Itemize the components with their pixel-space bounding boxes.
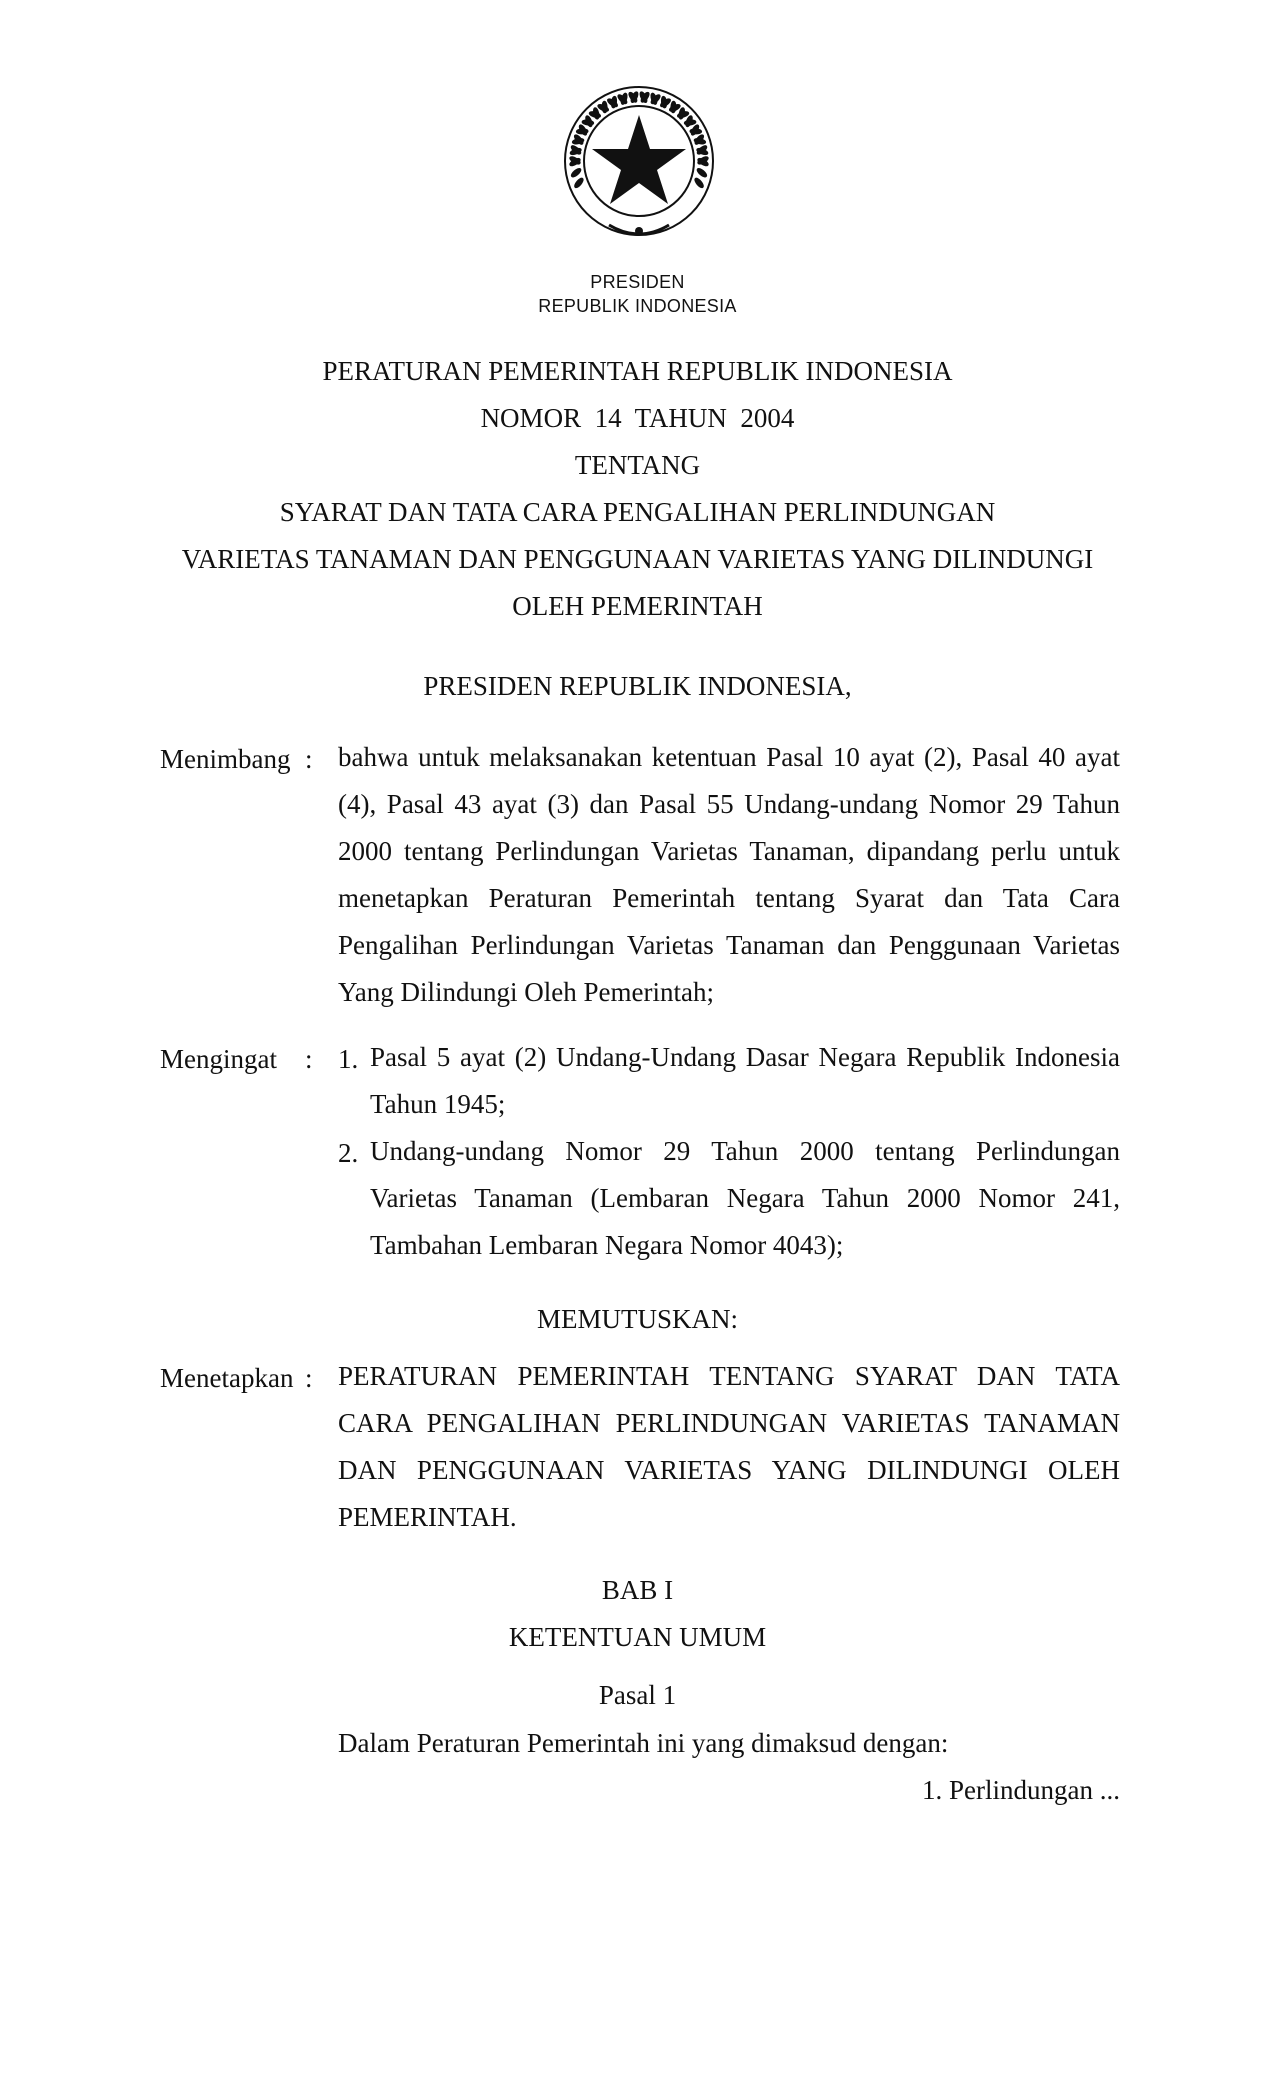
continuation-marker: 1. Perlindungan ... — [922, 1775, 1120, 1805]
menetapkan-label: Menetapkan — [160, 1363, 294, 1393]
president-heading: PRESIDEN REPUBLIK INDONESIA, — [423, 671, 852, 701]
mengingat-item-1-number: 1. — [338, 1044, 359, 1074]
laurel-leaf — [696, 167, 707, 177]
pasal-intro: Dalam Peraturan Pemerintah ini yang dimaksud dengan: — [338, 1728, 949, 1758]
laurel-leaf — [593, 108, 600, 120]
title-line-4: SYARAT DAN TATA CARA PENGALIHAN PERLINDUNGAN — [279, 497, 996, 527]
title-line-1: PERATURAN PEMERINTAH REPUBLIK INDONESIA — [322, 356, 953, 386]
mengingat-label: Mengingat — [160, 1044, 277, 1074]
laurel-leaf — [585, 115, 593, 127]
title-line-5: VARIETAS TANAMAN DAN PENGGUNAAN VARIETAS YANG DILINDUNGI — [181, 544, 1094, 574]
menimbang-label: Menimbang — [160, 744, 291, 774]
mengingat-item-1-text: Pasal 5 ayat (2) Undang-Undang Dasar Negara Republik Indonesia Tahun 1945; — [370, 1042, 1120, 1119]
title-line-2: NOMOR 14 TAHUN 2004 — [480, 403, 795, 433]
laurel-leaf — [685, 115, 693, 127]
bab-number: BAB I — [601, 1575, 674, 1605]
pasal-title: Pasal 1 — [598, 1680, 677, 1710]
mengingat-item-2-text: Undang-undang Nomor 29 Tahun 2000 tentang Perlindungan Varietas Tanaman (Lembaran Negara Tahun 2000 Nomor 241, Tambahan Lembaran Negara Nomor 4043); — [370, 1136, 1120, 1260]
title-line-3: TENTANG — [574, 450, 701, 480]
menimbang-colon: : — [305, 744, 313, 774]
laurel-leaf — [661, 96, 667, 107]
menimbang-text: bahwa untuk melaksanakan ketentuan Pasal 10 ayat (2), Pasal 40 ayat (4), Pasal 43 ayat (3) dan Pasal 55 Undang-undang Nomor 29 Tahun 2000 tentang Perlindungan Varietas Tanaman, dipandang perlu untuk menetapkan Peraturan Pemerintah tentang Syarat dan Tata Cara Pengalihan Perlindungan Varietas Tanaman dan Penggunaan Varietas Yang Dilindungi Oleh Pemerintah; — [338, 742, 1120, 1007]
org-name-line1: PRESIDEN — [590, 272, 685, 292]
org-name-line2: REPUBLIK INDONESIA — [538, 296, 737, 316]
laurel-leaf — [570, 167, 581, 177]
laurel-leaf — [574, 177, 584, 188]
laurel-leaf — [611, 96, 617, 107]
mengingat-colon: : — [305, 1044, 313, 1074]
laurel-leaf — [671, 101, 676, 112]
menetapkan-colon: : — [305, 1363, 313, 1393]
title-line-6: OLEH PEMERINTAH — [512, 591, 763, 621]
memutuskan-heading: MEMUTUSKAN: — [536, 1304, 738, 1334]
mengingat-item-2-number: 2. — [338, 1138, 359, 1168]
laurel-leaf — [694, 177, 704, 188]
menetapkan-text: PERATURAN PEMERINTAH TENTANG SYARAT DAN TATA CARA PENGALIHAN PERLINDUNGAN VARIETAS TANAMAN DAN PENGGUNAAN VARIETAS YANG DILINDUNGI OLEH PEMERINTAH. — [338, 1361, 1120, 1532]
laurel-leaf — [602, 101, 607, 112]
bab-title: KETENTUAN UMUM — [508, 1622, 767, 1652]
laurel-leaf — [679, 108, 686, 120]
star-emblem-icon — [559, 85, 719, 243]
